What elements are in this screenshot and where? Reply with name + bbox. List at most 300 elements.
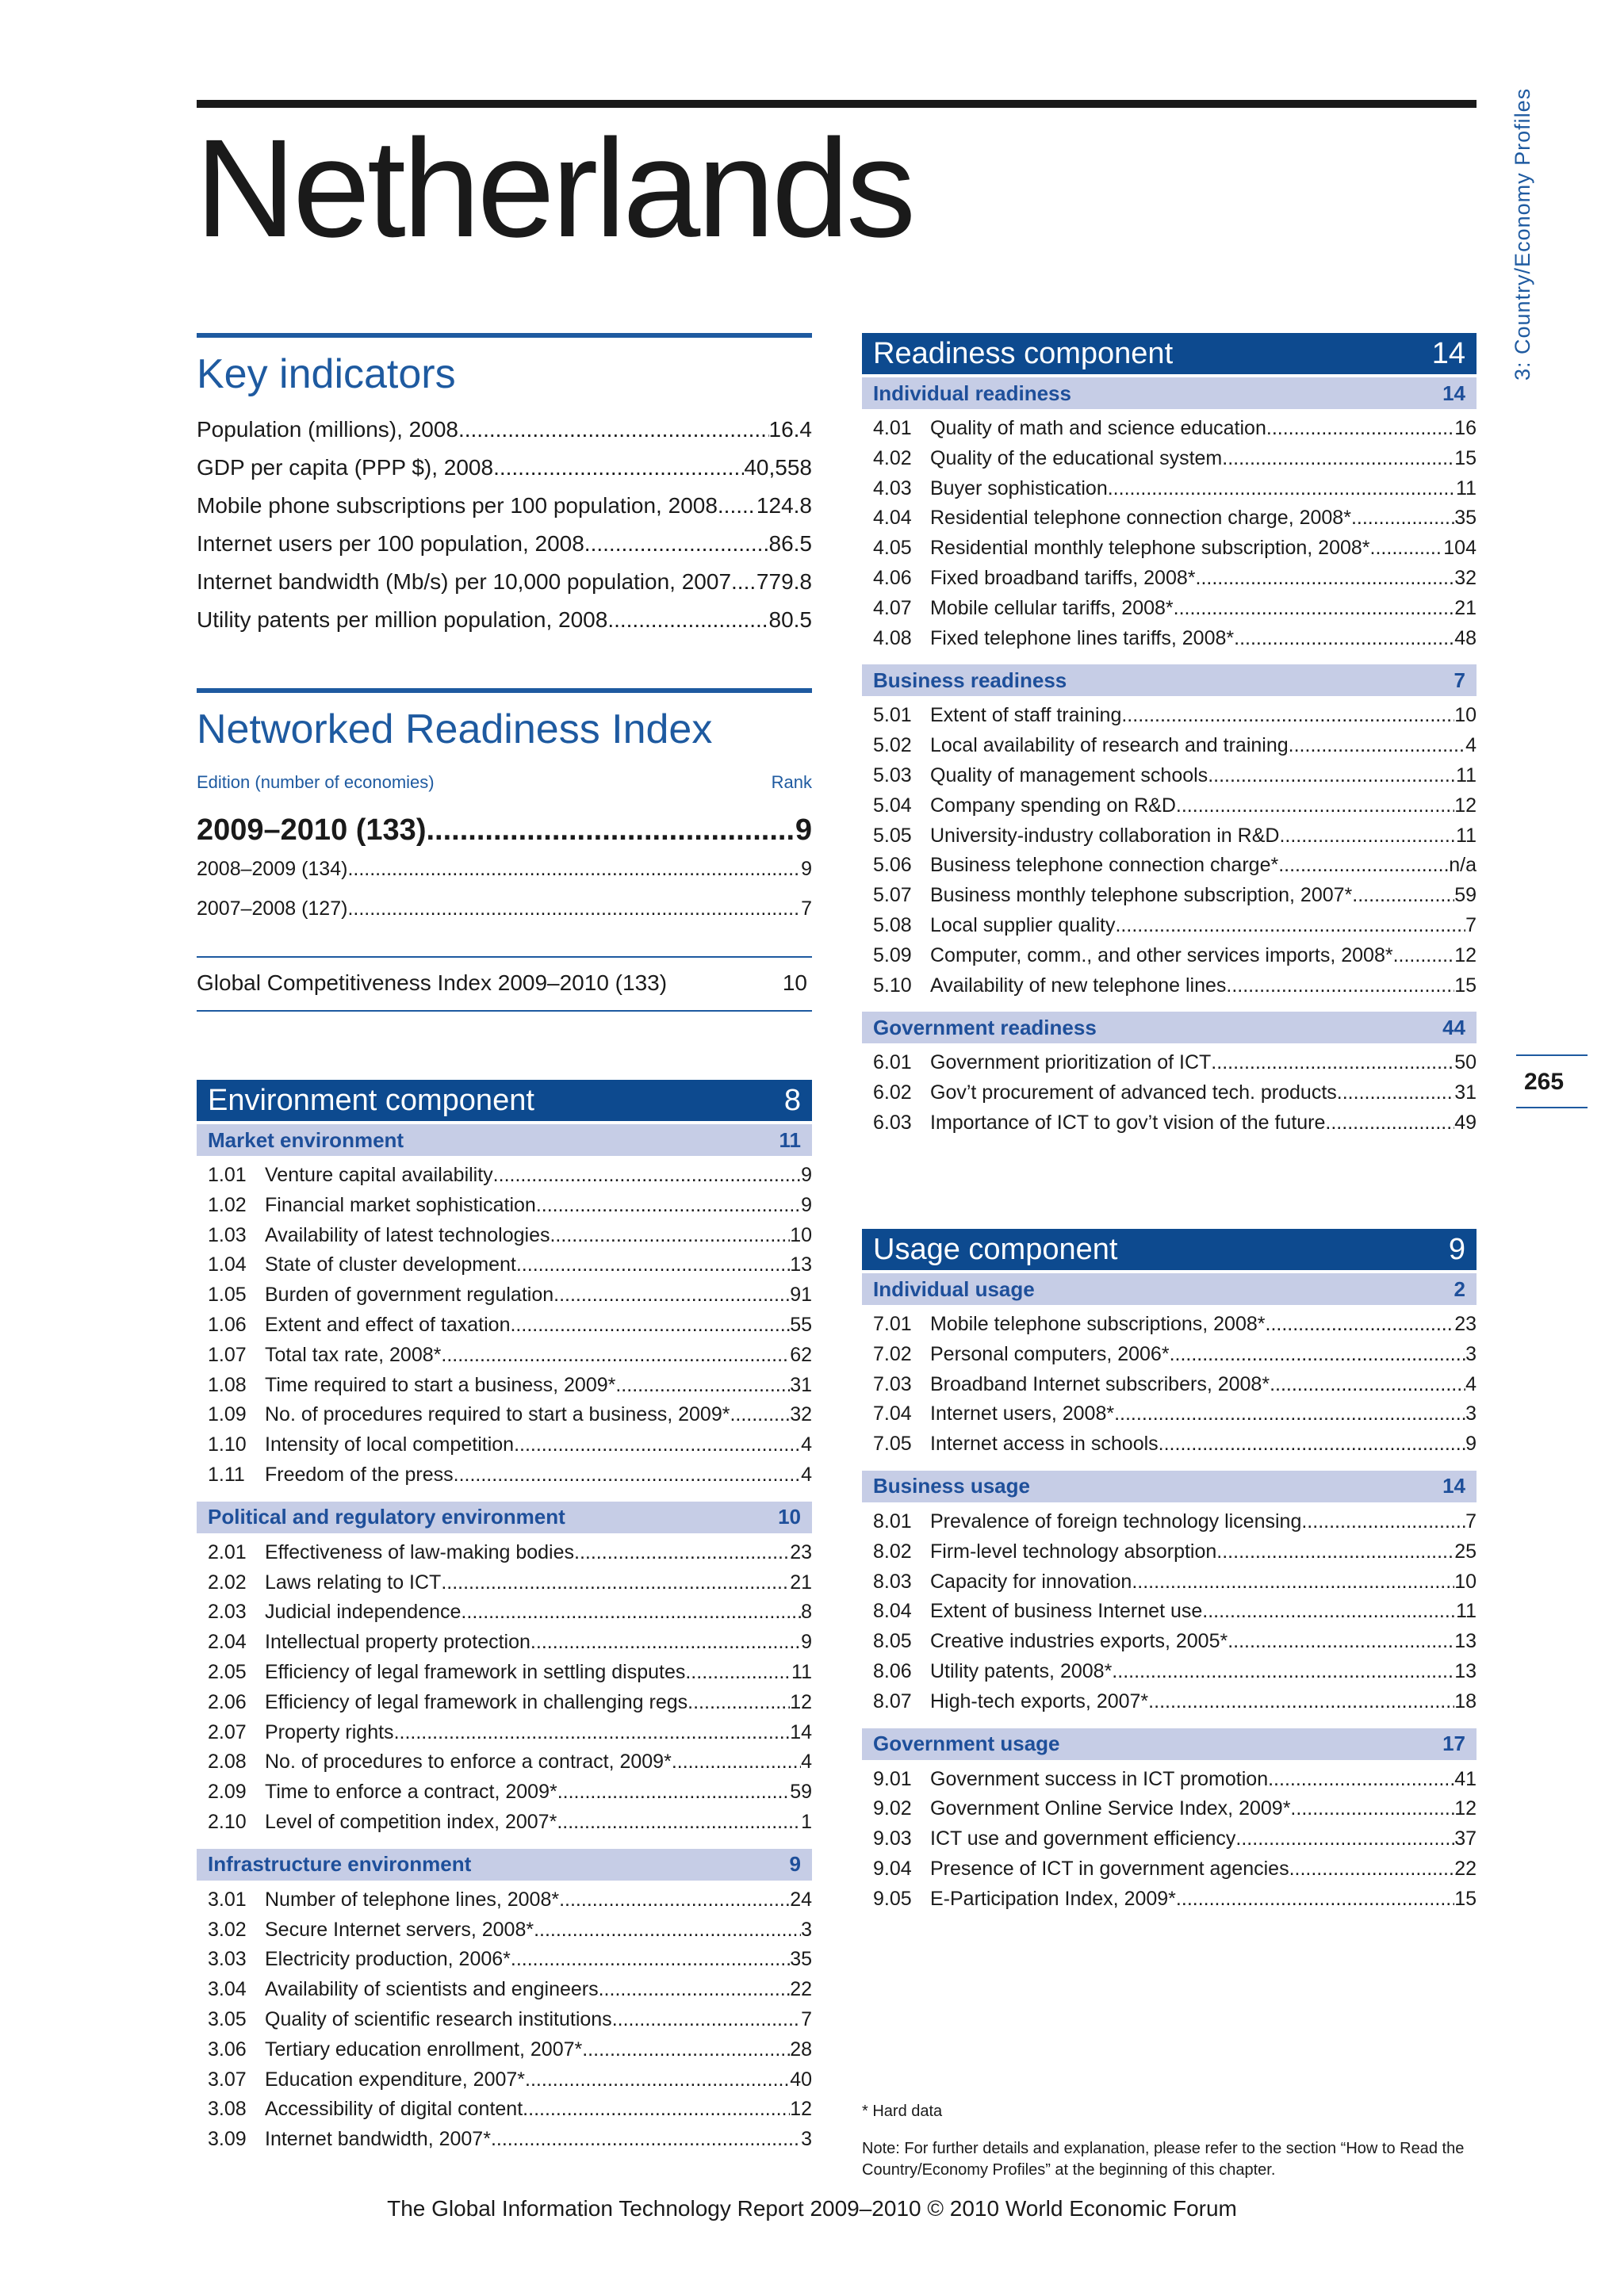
indicator-row <box>197 1194 812 1224</box>
indicator-label: Burden of government regulation <box>265 1284 554 1307</box>
indicator-number: 9.05 <box>873 1887 912 1910</box>
page-title: Netherlands <box>195 111 914 266</box>
indicator-number: 9.02 <box>873 1797 912 1820</box>
indicator-label: Personal computers, 2006* <box>930 1342 1170 1365</box>
indicator-label: Internet users, 2008* <box>930 1402 1115 1425</box>
indicator-label: Buyer sophistication <box>930 476 1108 499</box>
gci-row <box>197 958 812 1010</box>
nri-column-header <box>197 772 812 793</box>
indicator-number: 7.03 <box>873 1372 912 1395</box>
nri-past-label: 2007–2008 (127) <box>197 897 348 920</box>
indicator-label: Capacity for innovation <box>930 1570 1132 1593</box>
notes <box>862 2101 1477 2197</box>
pillar-header <box>862 664 1477 696</box>
indicator-row <box>862 734 1477 764</box>
dot-leader <box>1114 1402 1465 1425</box>
nri-current-label: 2009–2010 (133) <box>197 813 427 847</box>
indicator-label: Quality of the educational system <box>930 446 1223 469</box>
indicator-rank: 50 <box>1454 1051 1477 1074</box>
key-indicator-label: Internet users per 100 population, 2008 <box>197 531 584 556</box>
pillar-title: Political and regulatory environment <box>208 1505 565 1529</box>
indicator-row <box>862 1827 1477 1858</box>
indicator-label: Intensity of local competition <box>265 1433 515 1456</box>
dot-leader <box>1226 974 1454 997</box>
indicator-row <box>862 884 1477 914</box>
gci-rule-bottom <box>197 1010 812 1012</box>
dot-leader <box>718 493 756 519</box>
readiness-component <box>862 333 1477 1146</box>
indicator-rank: 12 <box>1454 943 1477 966</box>
nri-past-row <box>197 897 812 937</box>
dot-leader <box>1337 1081 1454 1104</box>
indicator-row <box>197 1888 812 1919</box>
indicator-label: Residential monthly telephone subscription, 2008* <box>930 537 1370 560</box>
dot-leader <box>1222 447 1454 470</box>
indicator-rank: 7 <box>1465 1510 1477 1533</box>
indicator-rank: 25 <box>1454 1540 1477 1563</box>
indicator-rank: 11 <box>791 1660 812 1683</box>
pillar-header <box>862 377 1477 409</box>
indicator-label: Total tax rate, 2008* <box>265 1343 442 1366</box>
dot-leader <box>582 2038 790 2061</box>
indicator-number: 8.01 <box>873 1510 912 1533</box>
indicator-rank: 37 <box>1454 1827 1477 1850</box>
indicator-row <box>197 1661 812 1691</box>
indicator-number: 2.02 <box>208 1571 247 1594</box>
nri-section <box>197 688 812 1012</box>
indicator-list <box>862 1502 1477 1725</box>
indicator-number: 4.01 <box>873 417 912 439</box>
indicator-rank: 11 <box>1456 824 1477 847</box>
indicator-number: 1.07 <box>208 1343 247 1366</box>
indicator-row <box>197 2128 812 2158</box>
indicator-number: 7.02 <box>873 1342 912 1365</box>
indicator-rank: 9 <box>1465 1433 1477 1456</box>
dot-leader <box>1121 704 1454 727</box>
indicator-rank: 59 <box>790 1781 812 1804</box>
indicator-list <box>197 1156 812 1498</box>
indicator-label: Availability of scientists and engineers <box>265 1978 599 2001</box>
dot-leader <box>731 569 756 595</box>
dot-leader <box>534 1919 801 1942</box>
indicator-label: Extent of business Internet use <box>930 1600 1203 1623</box>
indicator-label: Fixed telephone lines tariffs, 2008* <box>930 626 1235 649</box>
component-header <box>197 1080 812 1121</box>
page-footer: The Global Information Technology Report 2009–2010 © 2010 World Economic Forum <box>387 2196 1237 2221</box>
indicator-number: 8.02 <box>873 1540 912 1563</box>
component-title: Readiness component <box>873 336 1174 370</box>
dot-leader <box>1234 627 1454 650</box>
key-indicator-row <box>197 417 812 455</box>
dot-leader <box>607 607 768 633</box>
indicator-rank: 40 <box>790 2068 812 2091</box>
indicator-row <box>862 1313 1477 1343</box>
page-number: 265 <box>1524 1069 1565 1095</box>
indicator-row <box>862 1571 1477 1601</box>
indicator-number: 3.06 <box>208 2038 247 2061</box>
dot-leader <box>1170 1343 1466 1366</box>
indicator-rank: 62 <box>790 1343 812 1366</box>
indicator-label: Computer, comm., and other services imports, 2008* <box>930 943 1393 966</box>
indicator-number: 7.04 <box>873 1402 912 1425</box>
dot-leader <box>1211 1051 1454 1074</box>
indicator-rank: 18 <box>1454 1689 1477 1712</box>
page-number-box <box>1516 1054 1588 1108</box>
pillar-header <box>862 1471 1477 1502</box>
indicator-label: Firm-level technology absorption <box>930 1540 1217 1563</box>
indicator-row <box>862 1630 1477 1660</box>
key-indicator-label: Population (millions), 2008 <box>197 417 458 442</box>
pillar-title: Individual usage <box>873 1276 1035 1301</box>
key-indicator-value: 124.8 <box>756 493 812 518</box>
nri-title: Networked Readiness Index <box>197 706 713 752</box>
dot-leader <box>1301 1510 1465 1533</box>
indicator-label: No. of procedures to enforce a contract, 2009* <box>265 1751 672 1774</box>
indicator-row <box>862 1600 1477 1630</box>
indicator-number: 8.06 <box>873 1659 912 1682</box>
indicator-number: 5.09 <box>873 943 912 966</box>
indicator-row <box>197 1721 812 1751</box>
component-rank: 8 <box>783 1083 801 1117</box>
indicator-number: 2.10 <box>208 1810 247 1833</box>
dot-leader <box>514 1433 801 1456</box>
dot-leader <box>525 2068 790 2091</box>
indicator-rank: 9 <box>801 1631 812 1654</box>
indicator-number: 2.04 <box>208 1631 247 1654</box>
indicator-rank: 24 <box>790 1888 812 1911</box>
dot-leader <box>1393 944 1455 967</box>
key-indicator-row <box>197 531 812 569</box>
indicator-number: 1.03 <box>208 1223 247 1246</box>
section-side-label: 3: Country/Economy Profiles <box>1511 87 1534 381</box>
indicator-label: Gov’t procurement of advanced tech. products <box>930 1081 1337 1104</box>
component-rank: 14 <box>1431 336 1465 370</box>
indicator-rank: 13 <box>1454 1630 1477 1653</box>
indicator-rank: 4 <box>801 1463 812 1486</box>
indicator-number: 3.03 <box>208 1948 247 1971</box>
key-indicator-value: 40,558 <box>744 455 812 480</box>
indicator-label: Effectiveness of law-making bodies <box>265 1540 575 1563</box>
indicator-rank: 9 <box>801 1193 812 1216</box>
indicator-number: 6.02 <box>873 1081 912 1104</box>
dot-leader <box>441 1344 790 1367</box>
indicator-label: Education expenditure, 2007* <box>265 2068 526 2091</box>
indicator-rank: 21 <box>790 1571 812 1594</box>
indicator-number: 7.01 <box>873 1313 912 1335</box>
indicator-row <box>862 627 1477 657</box>
key-indicators-title: Key indicators <box>197 351 456 397</box>
indicator-number: 3.04 <box>208 1978 247 2001</box>
dot-leader <box>559 1888 790 1911</box>
indicator-row <box>862 537 1477 567</box>
indicator-rank: 4 <box>1465 734 1477 757</box>
indicator-label: Internet bandwidth, 2007* <box>265 2128 491 2151</box>
dot-leader <box>516 1253 790 1276</box>
indicator-rank: 12 <box>790 1690 812 1713</box>
key-indicator-value: 779.8 <box>756 569 812 594</box>
pillar-rank: 17 <box>1442 1732 1465 1756</box>
indicator-rank: 13 <box>790 1253 812 1276</box>
indicator-label: Laws relating to ICT <box>265 1571 442 1594</box>
indicator-label: Local supplier quality <box>930 913 1116 936</box>
indicator-row <box>862 597 1477 627</box>
indicator-number: 1.04 <box>208 1253 247 1276</box>
indicator-label: State of cluster development <box>265 1253 516 1276</box>
key-indicator-label: Mobile phone subscriptions per 100 population, 2008 <box>197 493 718 518</box>
indicator-number: 5.04 <box>873 794 912 817</box>
indicator-number: 2.07 <box>208 1720 247 1743</box>
indicator-row <box>862 1051 1477 1081</box>
indicator-rank: 15 <box>1454 974 1477 997</box>
indicator-row <box>862 854 1477 884</box>
component-header <box>862 1229 1477 1270</box>
indicator-label: Quality of scientific research institutions <box>265 2007 612 2030</box>
dot-leader <box>574 1541 790 1564</box>
indicator-row <box>862 704 1477 734</box>
key-indicators-rule <box>197 333 812 338</box>
pillar-rank: 44 <box>1442 1015 1465 1039</box>
indicator-label: Government Online Service Index, 2009* <box>930 1797 1291 1820</box>
indicator-row <box>197 1164 812 1194</box>
indicator-rank: 3 <box>1465 1342 1477 1365</box>
nri-past-value: 7 <box>801 897 812 920</box>
gci-label: Global Competitiveness Index 2009–2010 (133) <box>197 970 668 995</box>
pillar-title: Government usage <box>873 1732 1060 1756</box>
indicator-label: Judicial independence <box>265 1601 462 1624</box>
dot-leader <box>557 1781 790 1804</box>
indicator-number: 5.08 <box>873 913 912 936</box>
dot-leader <box>615 1374 790 1397</box>
indicator-row <box>862 1540 1477 1571</box>
indicator-row <box>862 974 1477 1004</box>
indicator-list <box>862 1760 1477 1923</box>
dot-leader <box>530 1631 801 1654</box>
indicator-label: Presence of ICT in government agencies <box>930 1857 1289 1880</box>
indicator-row <box>862 1690 1477 1720</box>
indicator-number: 1.09 <box>208 1403 247 1426</box>
indicator-label: Quality of management schools <box>930 763 1208 786</box>
pillar-header <box>197 1502 812 1533</box>
component-title: Usage component <box>873 1232 1118 1266</box>
indicator-label: Broadband Internet subscribers, 2008* <box>930 1372 1270 1395</box>
indicator-number: 3.07 <box>208 2068 247 2091</box>
dot-leader <box>1278 854 1449 877</box>
indicator-number: 5.03 <box>873 763 912 786</box>
indicator-row <box>862 567 1477 597</box>
indicator-label: Internet access in schools <box>930 1433 1159 1456</box>
indicator-rank: 12 <box>1454 794 1477 817</box>
indicator-label: Tertiary education enrollment, 2007* <box>265 2038 583 2061</box>
dot-leader <box>1208 764 1456 787</box>
dot-leader <box>1352 884 1454 907</box>
indicator-number: 1.01 <box>208 1164 247 1186</box>
indicator-label: No. of procedures required to start a business, 2009* <box>265 1403 730 1426</box>
indicator-list <box>862 696 1477 1008</box>
pillar-header <box>197 1124 812 1156</box>
indicator-row <box>197 2098 812 2128</box>
indicator-rank: 59 <box>1454 884 1477 907</box>
indicator-number: 6.03 <box>873 1111 912 1134</box>
indicator-row <box>862 764 1477 794</box>
indicator-row <box>862 1858 1477 1888</box>
indicator-rank: 13 <box>1454 1659 1477 1682</box>
indicator-label: Availability of new telephone lines <box>930 974 1227 997</box>
indicator-number: 2.08 <box>208 1751 247 1774</box>
key-indicator-value: 86.5 <box>768 531 812 556</box>
pillar-rank: 9 <box>789 1852 801 1877</box>
indicator-label: Residential telephone connection charge, 2008* <box>930 507 1351 530</box>
indicator-list <box>197 1533 812 1846</box>
indicator-rank: 91 <box>790 1284 812 1307</box>
dot-leader <box>347 897 801 920</box>
indicator-row <box>197 2038 812 2068</box>
indicator-label: Number of telephone lines, 2008* <box>265 1888 560 1911</box>
indicator-row <box>197 1631 812 1661</box>
indicator-row <box>862 944 1477 974</box>
indicator-rank: 10 <box>790 1223 812 1246</box>
indicator-rank: 104 <box>1443 537 1477 560</box>
indicator-list <box>197 1881 812 2163</box>
indicator-row <box>197 1948 812 1978</box>
indicator-row <box>197 1919 812 1949</box>
indicator-number: 5.06 <box>873 854 912 877</box>
dot-leader <box>426 813 795 848</box>
indicator-number: 9.01 <box>873 1767 912 1790</box>
dot-leader <box>1112 1660 1454 1683</box>
indicator-label: Time to enforce a contract, 2009* <box>265 1781 557 1804</box>
indicator-label: Fixed broadband tariffs, 2008* <box>930 566 1196 589</box>
dot-leader <box>612 2008 801 2031</box>
dot-leader <box>1289 1858 1455 1881</box>
dot-leader <box>550 1224 790 1247</box>
key-indicators-section <box>197 333 812 645</box>
indicator-rank: 11 <box>1456 476 1477 499</box>
indicator-label: Extent of staff training <box>930 704 1122 727</box>
indicator-row <box>197 1314 812 1344</box>
indicator-label: Business monthly telephone subscription, 2007* <box>930 884 1353 907</box>
indicator-row <box>197 1284 812 1314</box>
key-indicator-row <box>197 493 812 531</box>
nri-edition-label: Edition (number of economies) <box>197 772 435 792</box>
indicator-label: High-tech exports, 2007* <box>930 1689 1149 1712</box>
indicator-label: Property rights <box>265 1720 394 1743</box>
indicator-label: Importance of ICT to gov’t vision of the future <box>930 1111 1326 1134</box>
indicator-number: 1.05 <box>208 1284 247 1307</box>
indicator-rank: 14 <box>790 1720 812 1743</box>
indicator-row <box>197 1691 812 1721</box>
indicator-rank: n/a <box>1449 854 1477 877</box>
indicator-number: 2.01 <box>208 1540 247 1563</box>
indicator-rank: 10 <box>1454 1570 1477 1593</box>
indicator-rank: 4 <box>1465 1372 1477 1395</box>
indicator-row <box>862 794 1477 825</box>
pillar-header <box>862 1012 1477 1043</box>
indicator-rank: 23 <box>1454 1313 1477 1335</box>
dot-leader <box>523 2098 790 2121</box>
key-indicator-value: 80.5 <box>768 607 812 632</box>
pillar-rank: 2 <box>1454 1276 1465 1301</box>
indicator-row <box>197 2008 812 2038</box>
gci-value: 10 <box>782 970 807 995</box>
indicator-number: 1.06 <box>208 1313 247 1336</box>
indicator-rank: 1 <box>801 1810 812 1833</box>
indicator-rank: 35 <box>1454 507 1477 530</box>
dot-leader <box>1266 1313 1455 1336</box>
dot-leader <box>688 1691 790 1714</box>
dot-leader <box>493 455 744 480</box>
indicator-row <box>197 2068 812 2099</box>
dot-leader <box>1290 1797 1454 1820</box>
hard-data-note: * Hard data <box>862 2103 943 2120</box>
indicator-number: 9.04 <box>873 1857 912 1880</box>
indicator-rank: 28 <box>790 2038 812 2061</box>
pillar-header <box>862 1728 1477 1760</box>
indicator-rank: 9 <box>801 1164 812 1186</box>
dot-leader <box>1279 825 1456 848</box>
indicator-row <box>862 914 1477 944</box>
indicator-rank: 41 <box>1454 1767 1477 1790</box>
dot-leader <box>1174 597 1455 620</box>
indicator-label: Mobile telephone subscriptions, 2008* <box>930 1313 1266 1335</box>
pillar-title: Government readiness <box>873 1015 1097 1039</box>
indicator-rank: 10 <box>1454 704 1477 727</box>
indicator-row <box>862 1081 1477 1112</box>
indicator-rank: 11 <box>1456 763 1477 786</box>
indicator-rank: 7 <box>801 2007 812 2030</box>
dot-leader <box>1159 1433 1465 1456</box>
indicator-row <box>862 1373 1477 1403</box>
pillar-title: Market environment <box>208 1127 404 1152</box>
key-indicator-row <box>197 569 812 607</box>
dot-leader <box>1148 1690 1454 1713</box>
pillar-title: Business readiness <box>873 668 1067 692</box>
indicator-number: 3.09 <box>208 2128 247 2151</box>
indicator-label: Efficiency of legal framework in challenging regs <box>265 1690 688 1713</box>
key-indicator-label: Internet bandwidth (Mb/s) per 10,000 population, 2007 <box>197 569 732 594</box>
explanation-note: Note: For further details and explanation, please refer to the section “How to Read the Country/Economy Profiles” at the beginning of this chapter. <box>862 2140 1465 2179</box>
indicator-rank: 4 <box>801 1433 812 1456</box>
indicator-row <box>862 1797 1477 1827</box>
indicator-number: 2.03 <box>208 1601 247 1624</box>
indicator-rank: 15 <box>1454 1887 1477 1910</box>
indicator-label: Accessibility of digital content <box>265 2098 523 2121</box>
indicator-label: ICT use and government efficiency <box>930 1827 1236 1850</box>
dot-leader <box>1370 537 1444 560</box>
nri-current-row <box>197 813 812 858</box>
dot-leader <box>557 1811 801 1834</box>
pillar-rank: 14 <box>1442 381 1465 405</box>
indicator-number: 3.05 <box>208 2007 247 2030</box>
indicator-number: 4.08 <box>873 626 912 649</box>
indicator-label: Secure Internet servers, 2008* <box>265 1918 534 1941</box>
dot-leader <box>1270 1373 1465 1396</box>
indicator-number: 4.05 <box>873 537 912 560</box>
indicator-row <box>862 507 1477 537</box>
dot-leader <box>1266 417 1454 440</box>
indicator-label: Government success in ICT promotion <box>930 1767 1269 1790</box>
dot-leader <box>1235 1827 1454 1850</box>
indicator-row <box>197 1403 812 1433</box>
indicator-rank: 35 <box>790 1948 812 1971</box>
dot-leader <box>685 1661 791 1684</box>
component-rank: 9 <box>1448 1232 1465 1266</box>
indicator-rank: 32 <box>790 1403 812 1426</box>
indicator-number: 4.06 <box>873 566 912 589</box>
usage-component <box>862 1229 1477 1923</box>
dot-leader <box>493 1164 801 1187</box>
indicator-label: Financial market sophistication <box>265 1193 536 1216</box>
component-header <box>862 333 1477 374</box>
